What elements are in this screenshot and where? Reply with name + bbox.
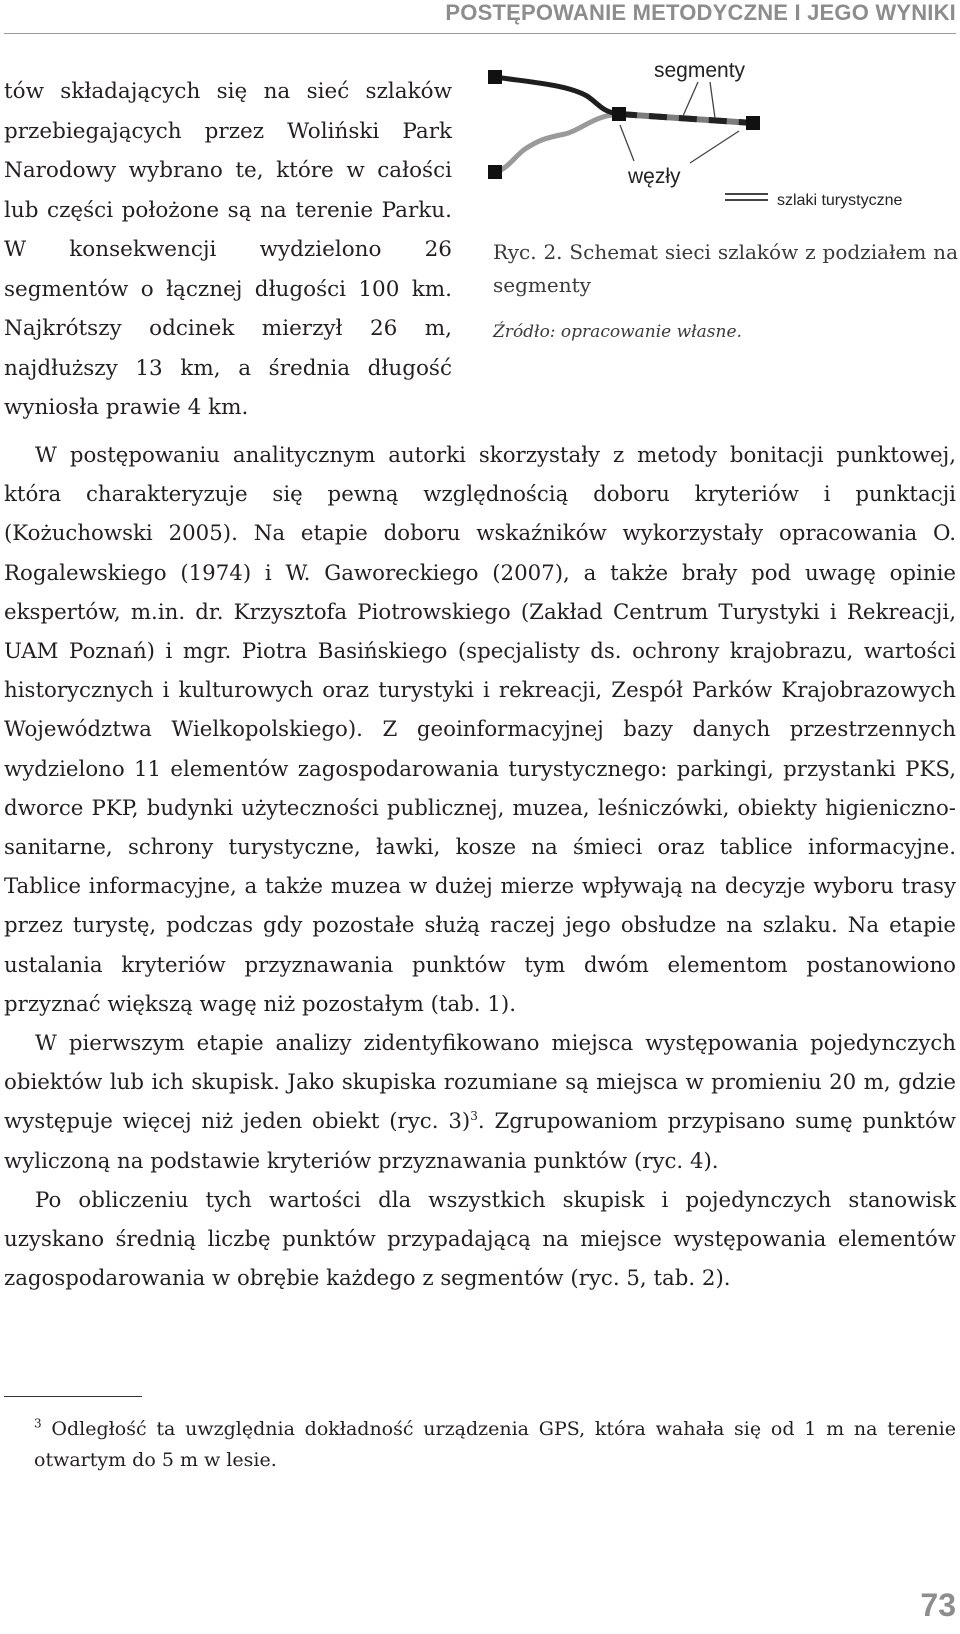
trail-network-diagram <box>487 58 960 228</box>
pointer-nodes <box>620 125 634 161</box>
trail-node <box>488 70 502 84</box>
legend-label-trails: szlaki turystyczne <box>777 192 903 209</box>
paragraph-3: Po obliczeniu tych wartości dla wszystkich skupisk i pojedynczych stanowisk uzyskano średnią liczbę punktów przypadającą na miejsce występowania elementów zagospodarowania w obrębie każdego z segmentów (ryc. 5, tab. 2). <box>4 1187 956 1292</box>
trail-branch-lower <box>495 114 619 172</box>
label-nodes: węzły <box>628 165 681 188</box>
footnote <box>34 1414 956 1476</box>
paragraph-1: W postępowaniu analitycznym autorki skorzystały z metody bonitacji punktowej, która charakteryzuje się pewną względnością doboru kryteriów i punktacji (Kożuchowski 2005). Na etapie doboru wskaźników wykorzystały opracowania O. Rogalewskiego (1974) i W. Gaworeckiego (2007), a także brały pod uwagę opinie ekspertów, m.in. dr. Krzysztofa Piotrowskiego (Zakład Centrum Turystyki i Rekreacji, UAM Poznań) i mgr. Piotra Basińskiego (specjalisty ds. ochrony krajobrazu, wartości historycznych i kulturowych oraz turystyki i rekreacji, Zespół Parków Krajobrazowych Województwa Wielkopolskiego). Z geoinformacyjnej bazy danych przestrzennych wydzielono 11 elementów zagospodarowania turystycznego: parkingi, przystanki PKS, dworce PKP, budynki użyteczności publicznej, muzea, leśniczówki, obiekty higieniczno-sanitarne, schrony turystyczne, ławki, kosze na śmieci oraz tablice informacyjne. Tablice informacyjne, a także muzea w dużej mierze wpływają na decyzje wyboru trasy przez turystę, podczas gdy pozostałe służą raczej jego obsłudze na szlaku. Na etapie ustalania kryteriów przyznawania punktów tym dwóm elementom postanowiono przyznać większą wagę niż pozostałym (tab. 1). <box>4 443 956 1017</box>
header-rule <box>4 33 956 34</box>
intro-paragraph: tów składających się na sieć szlaków przebiegających przez Woliński Park Narodowy wybrano te, które w całości lub części położone są na terenie Parku. W konsekwencji wydzielono 26 segmentów o łącznej długości 100 km. Najkrótszy odcinek mierzył 26 m, najdłuższy 13 km, a średnia długość wyniosła prawie 4 km. <box>4 79 452 420</box>
footnote-ref[interactable]: 3 <box>470 1109 478 1124</box>
paragraph-2-text-a: W pierwszym etapie analizy zidentyfikowano miejsca występowania pojedynczych obiektów lub ich skupisk. Jako skupiska rozumiane są miejsca w promieniu 20 m, gdzie występuje więcej niż jeden obiekt (ryc. 3) <box>4 1031 956 1135</box>
pointer-nodes <box>690 131 739 163</box>
footnote-rule <box>4 1396 142 1397</box>
figure-caption: Ryc. 2. Schemat sieci szlaków z podziałem na segmenty <box>493 240 958 297</box>
trail-node <box>488 165 502 179</box>
pointer-segments <box>683 82 698 116</box>
trail-branch-upper <box>495 77 619 114</box>
paragraph-2 <box>4 1024 956 1181</box>
figure-source-text: Źródło: opracowanie własne. <box>493 322 742 342</box>
trail-node <box>746 116 760 130</box>
pointer-segments <box>710 82 715 118</box>
footnote-text: Odległość ta uwzględnia dokładność urządzenia GPS, która wahała się od 1 m na terenie otwartym do 5 m w lesie. <box>34 1418 956 1471</box>
paragraph-2-text-b: . Zgrupowaniom przypisano sumę punktów wyliczoną na podstawie kryteriów przyznawania punktów (ryc. 4). <box>4 1109 956 1174</box>
figure-source <box>493 320 742 344</box>
running-header: POSTĘPOWANIE METODYCZNE I JEGO WYNIKI <box>445 0 956 25</box>
page-number: 73 <box>920 1587 956 1623</box>
trail-node <box>612 107 626 121</box>
label-segments: segmenty <box>654 59 746 82</box>
footnote-marker: 3 <box>34 1416 42 1431</box>
body-text <box>4 436 956 1298</box>
